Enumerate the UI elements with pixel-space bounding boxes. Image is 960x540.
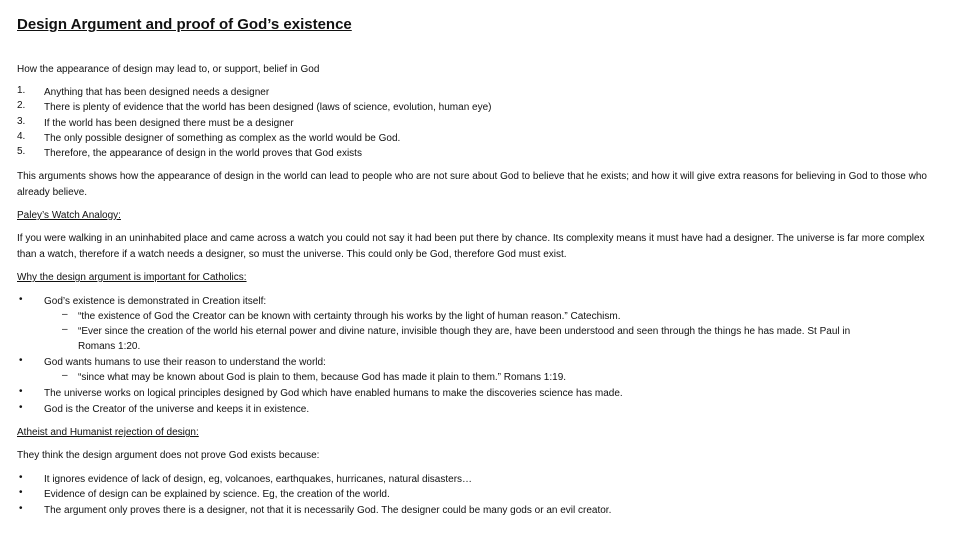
catholic-subpoint-cont: Romans 1:20. [78,341,141,352]
catholic-subpoint: “Ever since the creation of the world his eternal power and divine nature, invisible though they are, have been understood and seen through the things he has made. St Paul in [78,326,851,337]
page-title: Design Argument and proof of God’s existence [17,16,352,33]
atheist-intro: They think the design argument does not prove God exists because: [17,450,320,461]
bullet-icon: • [19,294,23,305]
bullet-icon: • [19,472,23,483]
step-text: Therefore, the appearance of design in the world proves that God exists [44,148,362,159]
catholic-subpoint: “the existence of God the Creator can be known with certainty through his works by the light of human reason.” Catechism. [78,311,621,322]
atheist-point: The argument only proves there is a designer, not that it is necessarily God. The designer could be many gods or an evil creator. [44,505,612,516]
atheist-heading: Atheist and Humanist rejection of design: [17,427,199,438]
step-text: Anything that has been designed needs a designer [44,87,270,98]
dash-icon: – [62,324,68,335]
summary-paragraph: This arguments shows how the appearance of design in the world can lead to people who are not sure about God to believe that he exists; and how it will give extra reasons for believing in God to those who already believe. [17,171,927,198]
step-number: 4. [17,131,26,142]
paley-heading: Paley’s Watch Analogy: [17,210,121,221]
catholic-point: God’s existence is demonstrated in Creation itself: [44,296,267,307]
bullet-icon: • [19,402,23,413]
catholic-heading: Why the design argument is important for Catholics: [17,272,247,283]
dash-icon: – [62,309,68,320]
catholic-point: God is the Creator of the universe and keeps it in existence. [44,404,310,415]
step-number: 2. [17,100,26,111]
atheist-point: It ignores evidence of lack of design, eg, volcanoes, earthquakes, hurricanes, natural disasters… [44,474,473,485]
dash-icon: – [62,370,68,381]
step-text: The only possible designer of something as complex as the world would be God. [44,133,401,144]
step-text: If the world has been designed there must be a designer [44,118,294,129]
bullet-icon: • [19,503,23,514]
step-number: 1. [17,85,26,96]
bullet-icon: • [19,487,23,498]
step-text: There is plenty of evidence that the world has been designed (laws of science, evolution, human eye) [44,102,492,113]
bullet-icon: • [19,355,23,366]
bullet-icon: • [19,386,23,397]
catholic-point: God wants humans to use their reason to understand the world: [44,357,326,368]
step-number: 5. [17,146,26,157]
paley-paragraph: If you were walking in an uninhabited place and came across a watch you could not say it had been put there by chance. Its complexity means it must have had a designer. The universe is far more complex than a watch, therefore if a watch needs a designer, so must the universe. This could only be God, therefore God must exist. [17,233,925,260]
step-number: 3. [17,116,26,127]
intro-text: How the appearance of design may lead to, or support, belief in God [17,64,320,75]
catholic-subpoint: “since what may be known about God is plain to them, because God has made it plain to them.” Romans 1:19. [78,372,567,383]
catholic-point: The universe works on logical principles designed by God which have enabled humans to make the discoveries science has made. [44,388,623,399]
atheist-point: Evidence of design can be explained by science. Eg, the creation of the world. [44,489,390,500]
